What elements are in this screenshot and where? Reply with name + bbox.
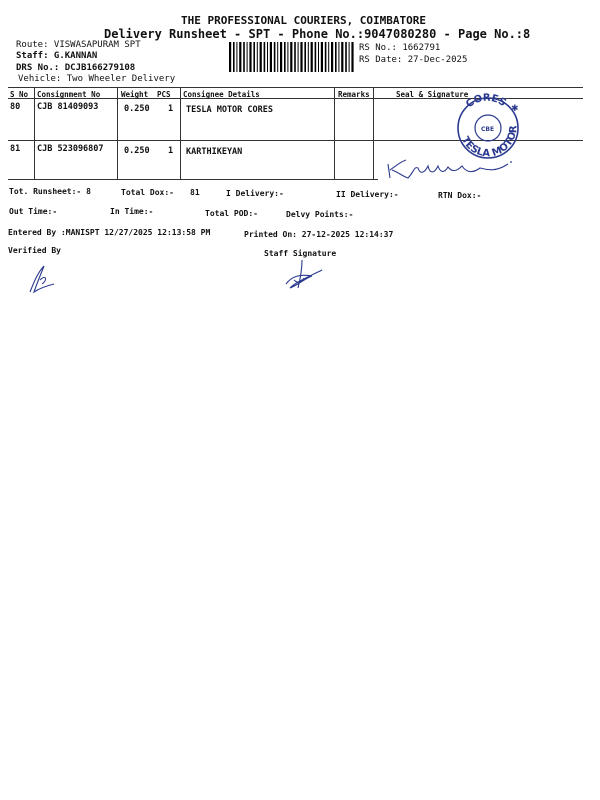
table-top-border [8,87,583,88]
in-time-label: In Time:- [110,207,154,216]
out-time-label: Out Time:- [9,207,58,216]
col-divider [180,87,181,179]
company-name: THE PROFESSIONAL COURIERS, COIMBATORE [181,14,427,27]
runsheet-title: Delivery Runsheet - SPT - Phone No.:9047080280 - Page No.:8 [104,27,531,41]
col-divider [34,87,35,179]
total-dox-label: Total Dox:- [121,188,174,197]
route-label: Route: VISWASAPURAM SPT [16,40,141,50]
staff-signature-label: Staff Signature [264,249,337,258]
total-pod-label: Total POD:- [205,209,258,218]
row-consignment: CJB 81409093 [37,102,99,112]
svg-text:✱: ✱ [511,104,519,114]
col-divider [117,87,118,179]
header-consignee: Consignee Details [183,90,260,99]
header-weight: Weight [121,90,149,99]
col-divider [373,87,374,179]
tot-runsheet: Tot. Runsheet:- 8 [9,187,91,196]
delvy-points-label: Delvy Points:- [286,210,354,219]
entered-by: Entered By :MANISPT 12/27/2025 12:13:58 PM [8,228,211,237]
header-sno: S No [10,90,29,99]
total-dox-value: 81 [190,188,200,197]
header-consignment: Consignment No [37,90,101,99]
svg-text:TESLA MOTOR: TESLA MOTOR [459,125,520,160]
barcode-image [229,42,355,72]
staff-signature [282,258,326,292]
header-seal-signature: Seal & Signature [396,90,469,99]
svg-text:CORES: CORES [464,92,508,111]
verifier-signature [24,262,64,296]
staff-label: Staff: G.KANNAN [16,51,98,61]
header-pcs: PCS [157,90,171,99]
verified-by-label: Verified By [8,246,61,255]
ii-delivery-label: II Delivery:- [336,190,399,199]
row-weight: 0.250 [124,104,150,114]
row-consignee: TESLA MOTOR CORES [186,105,273,115]
col-divider [334,87,335,179]
rs-date: RS Date: 27-Dec-2025 [359,55,468,65]
recipient-signature [384,150,524,182]
row-weight: 0.250 [124,146,150,156]
row-consignment: CJB 523096807 [37,144,104,154]
row-pcs: 1 [168,104,174,114]
header-remarks: Remarks [338,90,370,99]
table-bottom-border [8,179,378,180]
rtn-dox-label: RTN Dox:- [438,191,482,200]
drs-number: DRS No.: DCJB166279108 [16,63,136,73]
rs-number: RS No.: 1662791 [359,43,441,53]
row-pcs: 1 [168,146,174,156]
row-sno: 80 [10,102,21,112]
vehicle-label: Vehicle: Two Wheeler Delivery [18,74,176,84]
row-sno: 81 [10,144,21,154]
i-delivery-label: I Delivery:- [226,189,284,198]
row-consignee: KARTHIKEYAN [186,147,243,157]
svg-text:CBE: CBE [481,126,495,133]
printed-on: Printed On: 27-12-2025 12:14:37 [244,230,394,239]
